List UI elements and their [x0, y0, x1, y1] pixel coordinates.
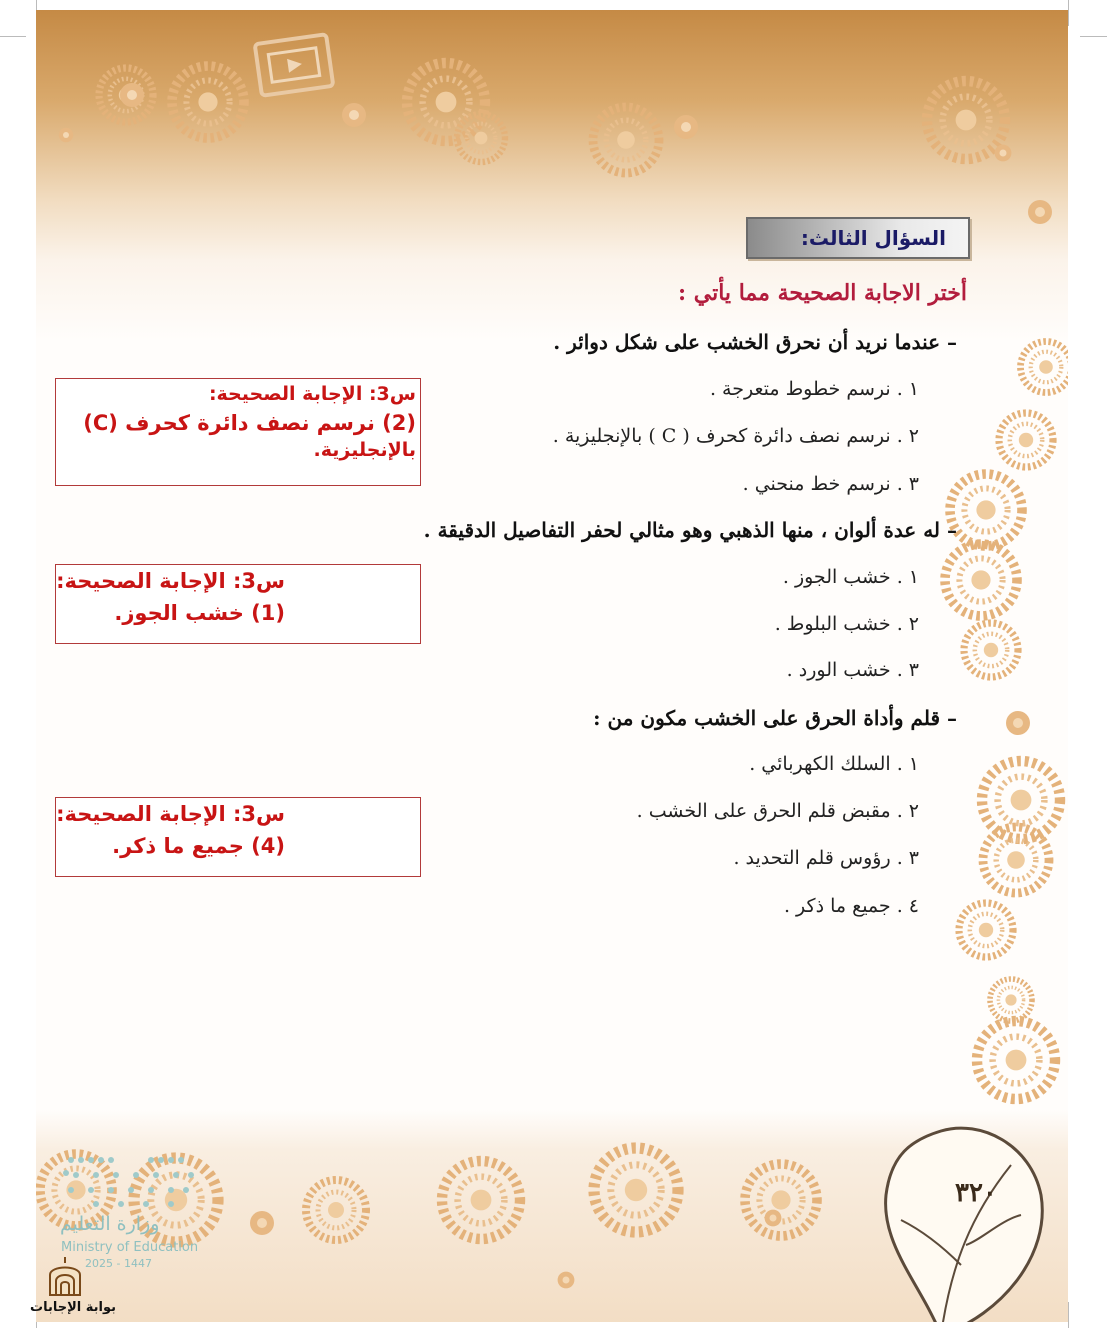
- answer-1-label: س3: الإجابة الصحيحة:: [208, 383, 416, 405]
- question-1-option-1: ١ . نرسم خطوط متعرجة .: [709, 378, 919, 400]
- question-2-option-3: ٣ . خشب الورد .: [786, 659, 919, 681]
- answer-box-3: [55, 797, 421, 877]
- page-number: ٣٢٠: [955, 1178, 997, 1208]
- section-title: السؤال الثالث:: [800, 226, 946, 250]
- question-1-option-3: ٣ . نرسم خط منحني .: [742, 473, 919, 495]
- question-1: – عندما نريد أن نحرق الخشب على شكل دوائر .: [553, 330, 957, 354]
- section-title-box: [746, 217, 970, 259]
- watermark-text: بوابة الإجابات: [30, 1300, 116, 1315]
- mosque-icon: [44, 1255, 86, 1299]
- answer-1-text: (2) نرسم نصف دائرة كحرف (C): [83, 411, 416, 435]
- crop-mark: [1068, 1302, 1069, 1328]
- leaf-page-icon: [886, 1128, 1043, 1322]
- question-2: – له عدة ألوان ، منها الذهبي وهو مثالي لحفر التفاصيل الدقيقة .: [423, 518, 957, 542]
- question-2-option-1: ١ . خشب الجوز .: [782, 566, 919, 588]
- ministry-english: Ministry of Education: [61, 1240, 199, 1255]
- ministry-year: 2025 - 1447: [85, 1257, 152, 1270]
- answer-2-label: س3: الإجابة الصحيحة:: [56, 569, 285, 593]
- crop-mark: [1068, 0, 1069, 26]
- seal-logo-icon: [255, 34, 334, 96]
- question-3-option-4: ٤ . جميع ما ذكر .: [783, 895, 919, 917]
- question-3-option-2: ٢ . مقبض قلم الحرق على الخشب .: [636, 800, 919, 822]
- answer-box-2: [55, 564, 421, 644]
- answer-3-text: (4) جميع ما ذكر.: [112, 834, 285, 858]
- question-3-option-3: ٣ . رؤوس قلم التحديد .: [733, 847, 919, 869]
- answer-3-label: س3: الإجابة الصحيحة:: [56, 802, 285, 826]
- answer-1-text-cont: بالإنجليزية.: [313, 439, 416, 461]
- ministry-arabic: وزارة التعليم: [60, 1213, 160, 1235]
- answer-box-1: [55, 378, 421, 486]
- instruction: أختر الاجابة الصحيحة مما يأتي :: [677, 280, 967, 306]
- crop-mark: [0, 36, 26, 37]
- question-2-option-2: ٢ . خشب البلوط .: [774, 613, 919, 635]
- question-3: – قلم وأداة الحرق على الخشب مكون من :: [593, 706, 957, 730]
- question-1-option-2: ٢ . نرسم نصف دائرة كحرف ( C ) بالإنجليزية .: [552, 425, 919, 447]
- answer-2-text: (1) خشب الجوز.: [114, 601, 285, 625]
- question-3-option-1: ١ . السلك الكهربائي .: [749, 753, 919, 775]
- crop-mark: [1080, 36, 1107, 37]
